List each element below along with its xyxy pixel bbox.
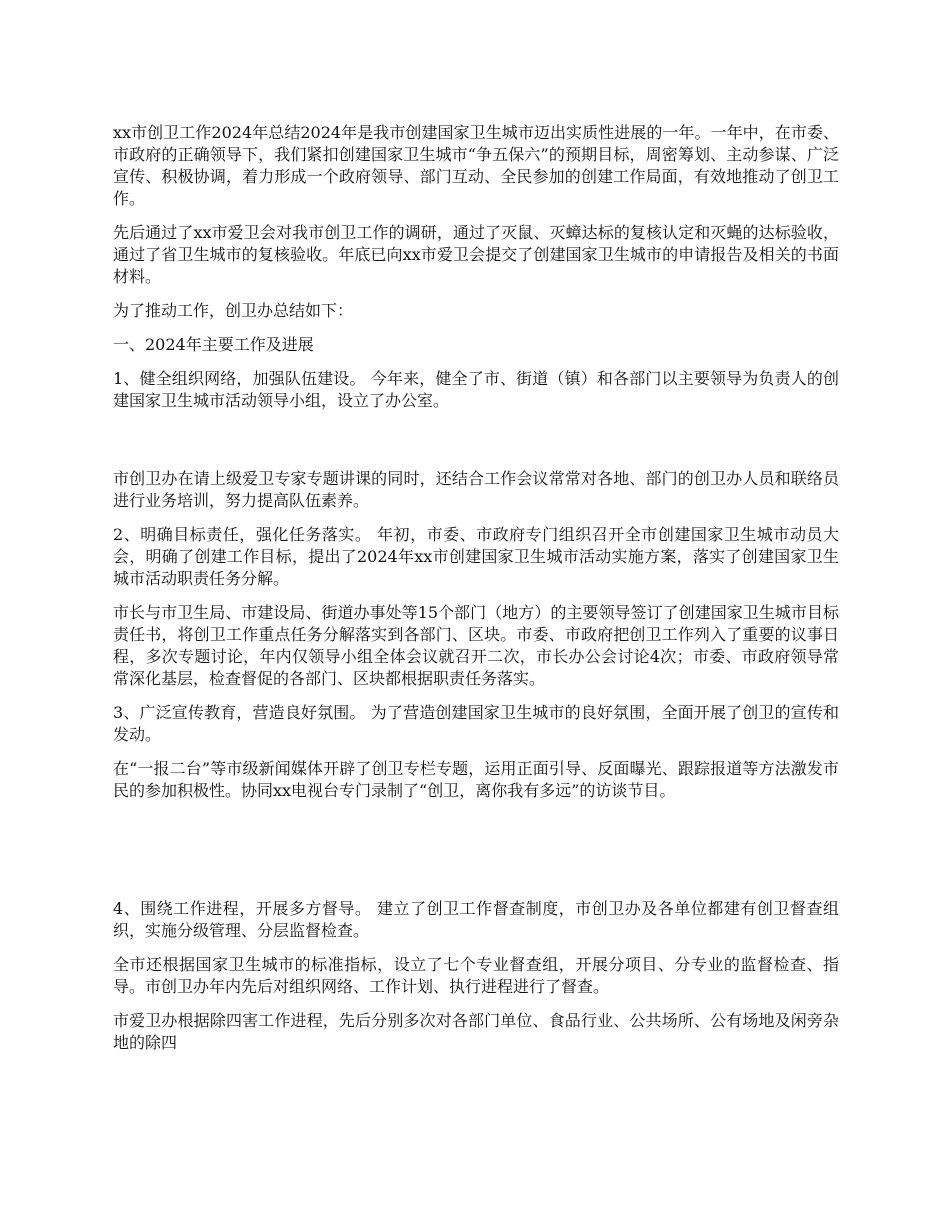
section-heading: 一、2024年主要工作及进展 xyxy=(113,335,314,354)
paragraph-summary-lead: 为了推动工作，创卫办总结如下： xyxy=(113,301,354,320)
paragraph-media: 在“一报二台”等市级新闻媒体开辟了创卫专栏专题，运用正面引导、反面曝光、跟踪报道等方法激发市民的参加积极性。协同xx电视台专门录制了“创卫，离你我有多远”的访谈节目。 xyxy=(113,759,839,800)
paragraph-review: 先后通过了xx市爱卫会对我市创卫工作的调研，通过了灭鼠、灭蟑达标的复核认定和灭蝇的达标验收，通过了省卫生城市的复核验收。年底已向xx市爱卫会提交了创建国家卫生城市的申请报告及相关的书面材料。 xyxy=(113,223,839,286)
paragraph-inspection: 全市还根据国家卫生城市的标准指标，设立了七个专业督查组，开展分项目、分专业的监督检查、指导。市创卫办年内先后对组织网络、工作计划、执行进程进行了督查。 xyxy=(113,955,839,996)
paragraph-item-4: 4、围绕工作进程，开展多方督导。 建立了创卫工作督查制度，市创卫办及各单位都建有创卫督查组织，实施分级管理、分层监督检查。 xyxy=(113,899,839,940)
paragraph-item-1: 1、健全组织网络，加强队伍建设。 今年来，健全了市、街道（镇）和各部门以主要领导为负责人的创建国家卫生城市活动领导小组，设立了办公室。 xyxy=(113,369,839,410)
paragraph-pest-control: 市爱卫办根据除四害工作进程，先后分别多次对各部门单位、食品行业、公共场所、公有场地及闲旁杂地的除四 xyxy=(113,1011,839,1052)
paragraph-item-2: 2、明确目标责任，强化任务落实。 年初，市委、市政府专门组织召开全市创建国家卫生城市动员大会，明确了创建工作目标，提出了2024年xx市创建国家卫生城市活动实施方案，落实了创建国家卫生城市活动职责任务分解。 xyxy=(113,525,839,588)
paragraph-training: 市创卫办在请上级爱卫专家专题讲课的同时，还结合工作会议常常对各地、部门的创卫办人员和联络员进行业务培训，努力提高队伍素养。 xyxy=(113,469,839,510)
paragraph-intro: xx市创卫工作2024年总结2024年是我市创建国家卫生城市迈出实质性进展的一年。一年中，在市委、市政府的正确领导下，我们紧扣创建国家卫生城市“争五保六”的预期目标，周密筹划、主动参谋、广泛宣传、积极协调，着力形成一个政府领导、部门互动、全民参加的创建工作局面，有效地推动了创卫工作。 xyxy=(113,123,839,208)
paragraph-responsibility: 市长与市卫生局、市建设局、街道办事处等15个部门（地方）的主要领导签订了创建国家卫生城市目标责任书，将创卫工作重点任务分解落实到各部门、区块。市委、市政府把创卫工作列入了重要的议事日程，多次专题讨论，年内仅领导小组全体会议就召开二次，市长办公会讨论4次；市委、市政府领导常常深化基层，检查督促的各部门、区块都根据职责任务落实。 xyxy=(113,603,839,688)
document-body xyxy=(113,122,839,1066)
paragraph-item-3: 3、广泛宣传教育，营造良好氛围。 为了营造创建国家卫生城市的良好氛围，全面开展了创卫的宣传和发动。 xyxy=(113,703,839,744)
